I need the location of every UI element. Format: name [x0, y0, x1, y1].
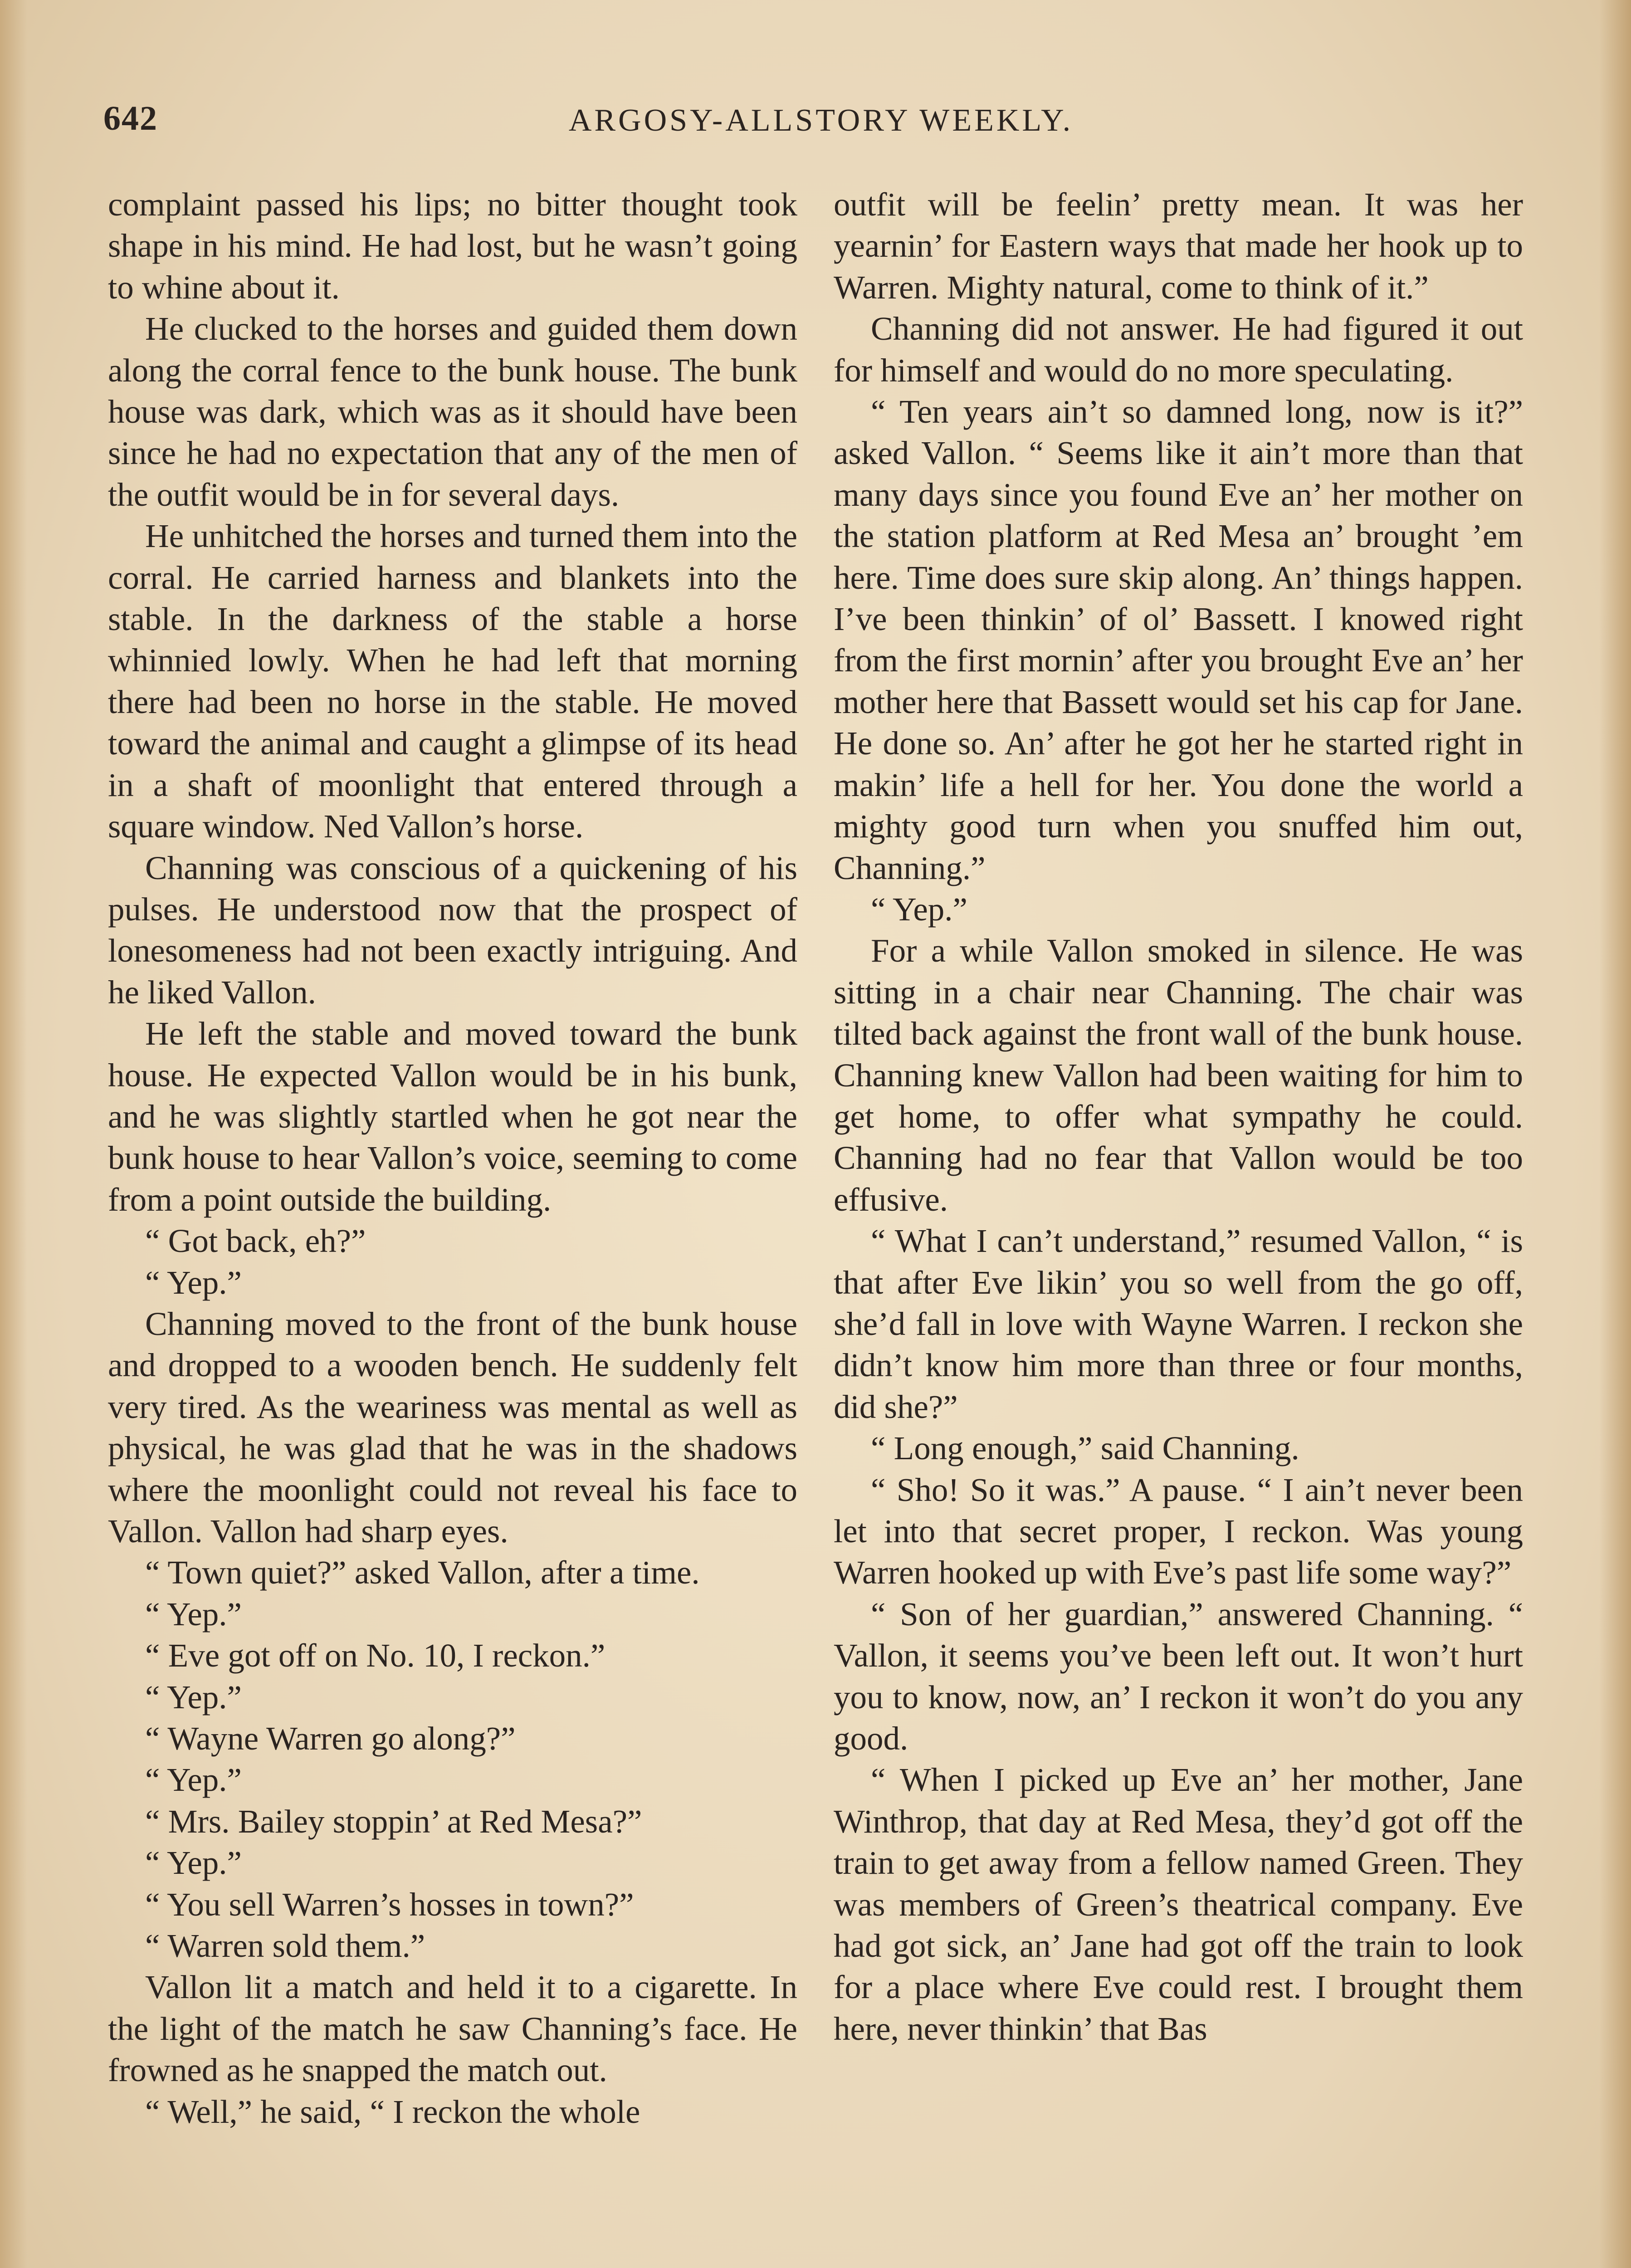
dialogue-line: “ You sell Warren’s hosses in town?” [145, 1886, 634, 1923]
left-text-column [108, 184, 797, 2132]
dialogue-line: “ Warren sold them.” [145, 1927, 425, 1965]
paragraph: For a while Vallon smoked in silence. He was sitting in a chair near Channing. The chair was tilted back against the front wall of the bunk house. Channing knew Vallon had been waiting for him to get home, to offer what sympathy he could. Channing had no fear that Vallon would be too effusive. [834, 932, 1523, 1218]
paragraph: Vallon lit a match and held it to a cigarette. In the light of the match he saw Channing’s face. He frowned as he snapped the match out. [108, 1969, 797, 2089]
paragraph: He clucked to the horses and guided them down along the corral fence to the bunk house. The bunk house was dark, which was as it should have been since he had no expectation that any of the men of the outfit would be in for several days. [108, 310, 797, 513]
dialogue-line: “ Got back, eh?” [145, 1222, 366, 1260]
paragraph: “ Son of her guardian,” answered Channing. “ Vallon, it seems you’ve been left out. It won’t hurt you to know, now, an’ I reckon it won’t do you any good. [834, 1595, 1523, 1757]
dialogue-line: “ Town quiet?” asked Vallon, after a time. [145, 1554, 700, 1591]
paragraph: “ When I picked up Eve an’ her mother, Jane Winthrop, that day at Red Mesa, they’d got off the train to get away from a fellow named Green. They was members of Green’s theatrical company. Eve had got sick, an’ Jane had got off the train to look for a place where Eve could rest. I brought them here, never thinkin’ that Bas [834, 1761, 1523, 2047]
paragraph: complaint passed his lips; no bitter thought took shape in his mind. He had lost, but he wasn’t going to whine about it. [108, 186, 797, 306]
paragraph: outfit will be feelin’ pretty mean. It was her yearnin’ for Eastern ways that made her hook up to Warren. Mighty natural, come to think of it.” [834, 186, 1523, 306]
dialogue-line: “ Well,” he said, “ I reckon the whole [145, 2093, 640, 2130]
dialogue-line: “ Yep.” [145, 1678, 242, 1716]
dialogue-line: “ Mrs. Bailey stoppin’ at Red Mesa?” [145, 1803, 642, 1840]
dialogue-line: “ Yep.” [145, 1844, 242, 1882]
page-number: 642 [103, 99, 158, 137]
paragraph: Channing was conscious of a quickening of his pulses. He understood now that the prospect of lonesomeness had not been exactly intriguing. And he liked Vallon. [108, 849, 797, 1011]
paragraph: “ Sho! So it was.” A pause. “ I ain’t never been let into that secret proper, I reckon. Was young Warren hooked up with Eve’s past life some way?” [834, 1471, 1523, 1591]
page-edge-shadow-right [1599, 0, 1631, 2268]
dialogue-line: “ Eve got off on No. 10, I reckon.” [145, 1637, 606, 1674]
dialogue-line: “ Long enough,” said Channing. [871, 1430, 1299, 1467]
running-title: ARGOSY-ALLSTORY WEEKLY. [568, 103, 1074, 138]
right-text-column [834, 184, 1523, 2049]
paragraph: Channing did not answer. He had figured it out for himself and would do no more speculating. [834, 310, 1523, 389]
dialogue-line: “ Yep.” [145, 1264, 242, 1301]
paragraph: “ What I can’t understand,” resumed Vallon, “ is that after Eve likin’ you so well from the go off, she’d fall in love with Wayne Warren. I reckon she didn’t know him more than three or four months, did she?” [834, 1222, 1523, 1425]
page-edge-shadow-left [0, 0, 27, 2268]
paragraph: He left the stable and moved toward the bunk house. He expected Vallon would be in his bunk, and he was slightly startled when he got near the bunk house to hear Vallon’s voice, seeming to come from a point outside the building. [108, 1015, 797, 1218]
dialogue-line: “ Yep.” [145, 1761, 242, 1799]
paragraph: He unhitched the horses and turned them into the corral. He carried harness and blankets into the stable. In the darkness of the stable a horse whinnied lowly. When he had left that morning there had been no horse in the stable. He moved toward the animal and caught a glimpse of its head in a shaft of moonlight that entered through a square window. Ned Vallon’s horse. [108, 518, 797, 845]
paragraph: “ Ten years ain’t so damned long, now is it?” asked Vallon. “ Seems like it ain’t more than that many days since you found Eve an’ her mother on the station platform at Red Mesa an’ brought ’em here. Time does sure skip along. An’ things happen. I’ve been thinkin’ of ol’ Bassett. I knowed right from the first mornin’ after you brought Eve an’ her mother here that Bassett would set his cap for Jane. He done so. An’ after he got her he started right in makin’ life a hell for her. You done the world a mighty good turn when you snuffed him out, Channing.” [834, 393, 1523, 886]
dialogue-line: “ Yep.” [145, 1595, 242, 1633]
dialogue-line: “ Yep.” [871, 890, 967, 928]
dialogue-line: “ Wayne Warren go along?” [145, 1720, 516, 1757]
paragraph: Channing moved to the front of the bunk house and dropped to a wooden bench. He suddenly felt very tired. As the weariness was mental as well as physical, he was glad that he was in the shadows where the moonlight could not reveal his face to Vallon. Vallon had sharp eyes. [108, 1305, 797, 1549]
